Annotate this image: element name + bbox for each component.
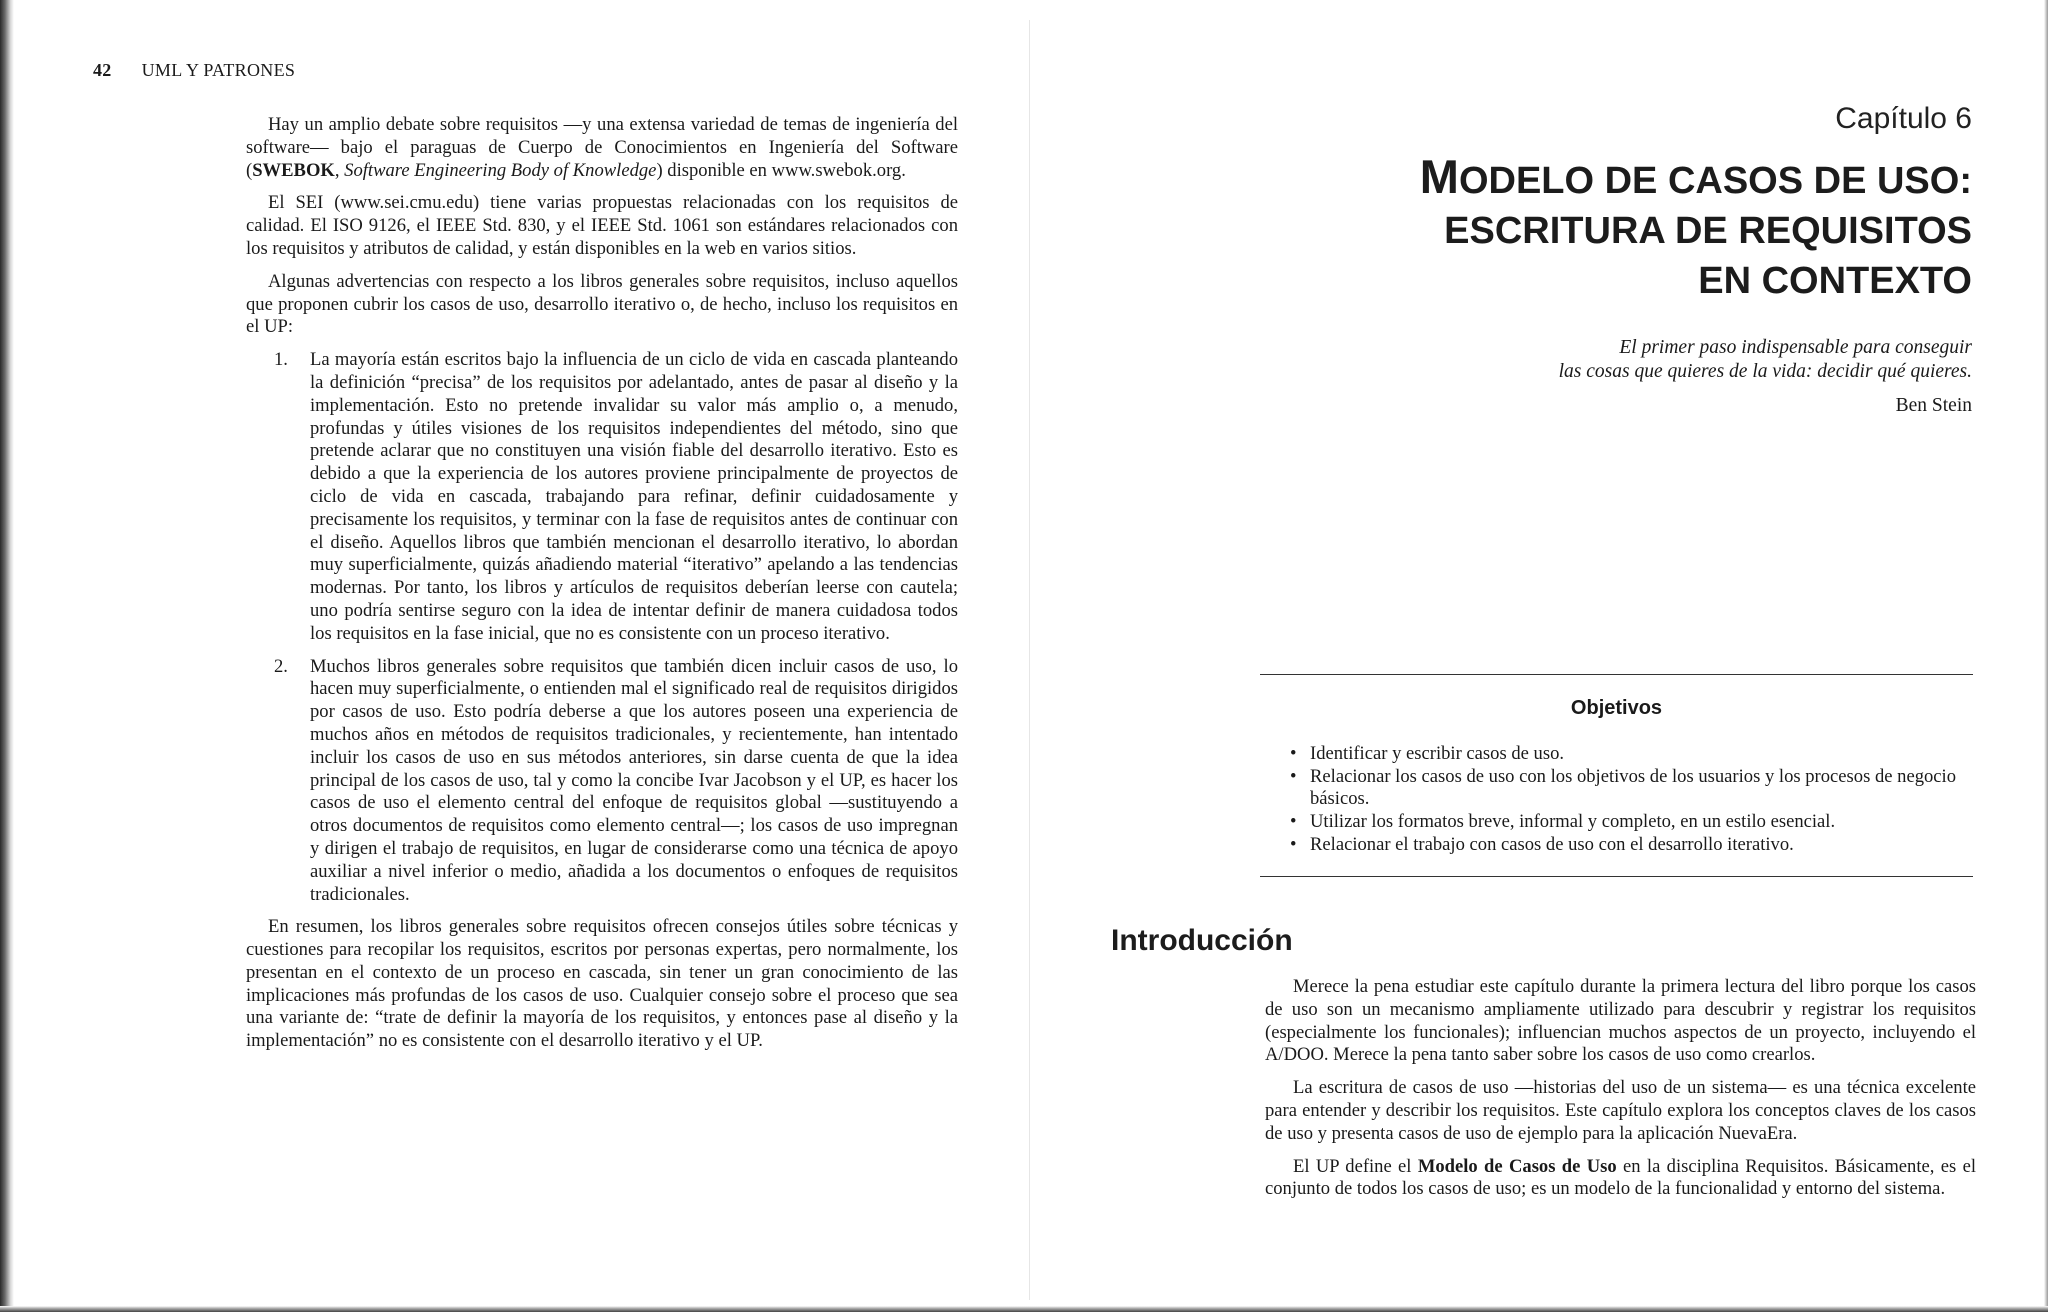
paragraph: [246, 114, 958, 182]
objective-text: Utilizar los formatos breve, informal y completo, en un estilo esencial.: [1310, 811, 1836, 832]
epigraph: [1559, 336, 1972, 418]
paragraph-text: El UP define el: [1293, 1155, 1418, 1177]
bullet-icon: •: [1290, 766, 1297, 787]
chapter-title-line-3: EN CONTEXTO: [1698, 260, 1972, 302]
epigraph-author: Ben Stein: [1895, 395, 1972, 416]
list-number: 1.: [274, 349, 288, 371]
left-page-body: [246, 114, 958, 1063]
running-head-title: UML Y PATRONES: [141, 60, 296, 80]
bold-term: Modelo de Casos de Uso: [1417, 1155, 1617, 1177]
objectives-rule-top: [1260, 674, 1973, 675]
page-number: 42: [93, 60, 112, 80]
list-item: [246, 349, 958, 645]
paragraph-text: en la disciplina Requisitos. Básicamente, es el conjunto de todos los casos de uso; es un modelo de la funcionalidad y entorno del sistema.: [1265, 1155, 1976, 1200]
epigraph-line: El primer paso indispensable para conseguir: [1619, 337, 1972, 358]
chapter-title-line-1: [1420, 152, 1972, 206]
scan-edge-left: [0, 0, 14, 1312]
paragraph: La escritura de casos de uso —historias del uso de un sistema— es una técnica excelente para entender y describir los requisitos. Este capítulo explora los conceptos claves de los casos de uso y presenta casos de uso de ejemplo para la aplicación NuevaEra.: [1265, 1077, 1976, 1144]
paragraph: El SEI (www.sei.cmu.edu) tiene varias propuestas relacionadas con los requisitos de calidad. El ISO 9126, el IEEE Std. 830, y el IEEE Std. 1061 son estándares relacionados con los requisitos y atributos de calidad, y están disponibles en la web en varios sitios.: [246, 192, 958, 259]
title-text: ODELO DE CASOS DE USO:: [1458, 160, 1972, 202]
page-gutter: [1029, 20, 1030, 1300]
bullet-icon: •: [1290, 743, 1297, 764]
paragraph: Merece la pena estudiar este capítulo durante la primera lectura del libro porque los casos de uso son un mecanismo ampliamente utilizado para descubrir y registrar los requisitos (especialmente los funcionales); influencian muchos aspectos de un proyecto, incluyendo el A/DOO. Merece la pena tanto saber sobre los casos de uso como crearlos.: [1265, 976, 1976, 1066]
paragraph: Algunas advertencias con respecto a los libros generales sobre requisitos, incluso aquellos que proponen cubrir los casos de uso, desarrollo iterativo o, de hecho, incluso los requisitos en el UP:: [246, 270, 958, 338]
bullet-icon: •: [1290, 834, 1297, 855]
objectives-rule-bottom: [1260, 876, 1973, 877]
objective-item: [1290, 834, 1970, 856]
italic-term: Software Engineering Body of Knowledge: [344, 159, 657, 181]
section-heading: Introducción: [1111, 924, 1293, 957]
paragraph-text: Hay un amplio debate sobre requisitos —y una extensa variedad de temas de ingeniería del software— bajo el paraguas de Cuerpo de Conocimientos en Ingeniería del Software (: [246, 114, 958, 181]
objective-item: [1290, 743, 1970, 765]
objective-text: Relacionar el trabajo con casos de uso con el desarrollo iterativo.: [1310, 834, 1794, 855]
chapter-title-line-2: ESCRITURA DE REQUISITOS: [1444, 210, 1972, 252]
introduction-body: [1265, 976, 1976, 1211]
objective-item: [1290, 766, 1970, 810]
list-item-text: La mayoría están escritos bajo la influencia de un ciclo de vida en cascada planteando la definición “precisa” de los requisitos por adelantado, antes de pasar al diseño y la implementación. Esto no pretende invalidar su valor más amplio o, a menudo, profundas y útiles visiones de los requisitos independientes del método, sino que pretende aclarar que no constituyen una visión fiable del desarrollo iterativo. Esto es debido a que la experiencia de los autores proviene principalmente de proyectos de ciclo de vida en cascada, trabajando para refinar, definir cuidadosamente y precisamente los requisitos, y terminar con la fase de requisitos antes de continuar con el diseño. Aquellos libros que también mencionan el desarrollo iterativo, lo abordan muy superficialmente, quizás añadiendo material “iterativo” apelando a las tendencias modernas. Por tanto, los libros y artículos de requisitos deberían leerse con cautela; uno podría sentirse seguro con la idea de intentar definir de manera cuidadosa todos los requisitos en la fase inicial, que no es consistente con un proceso iterativo.: [310, 349, 958, 644]
paragraph-text: ,: [334, 159, 345, 181]
objective-text: Identificar y escribir casos de uso.: [1310, 743, 1565, 764]
objectives-title: Objetivos: [1570, 697, 1663, 719]
chapter-title: [1420, 152, 1972, 306]
epigraph-line: las cosas que quieres de la vida: decidir qué quieres.: [1558, 361, 1972, 382]
objectives-list: [1290, 743, 1970, 857]
list-number: 2.: [274, 655, 288, 677]
bullet-icon: •: [1290, 811, 1297, 832]
running-head: [93, 60, 295, 81]
paragraph-text: ) disponible en www.swebok.org.: [656, 159, 906, 181]
chapter-label: Capítulo 6: [1835, 102, 1972, 135]
paragraph: En resumen, los libros generales sobre requisitos ofrecen consejos útiles sobre técnicas y cuestiones para recopilar los requisitos, escritos por personas expertas, pero normalmente, los presentan en el contexto de un proceso en cascada, sin tener un gran conocimiento de las implicaciones más profundas de los casos de uso. Cualquier consejo sobre el proceso que sea una variante de: “trate de definir la mayoría de los requisitos, y entonces pase al diseño y la implementación” no es consistente con el desarrollo iterativo y el UP.: [246, 916, 958, 1052]
objective-item: [1290, 811, 1970, 833]
list-item: [246, 656, 958, 907]
scan-edge-bottom: [0, 1306, 2048, 1312]
numbered-list: [246, 349, 958, 906]
scan-edge-right: [2044, 0, 2048, 1312]
drop-cap: M: [1419, 150, 1459, 203]
list-item-text: Muchos libros generales sobre requisitos que también dicen incluir casos de uso, lo hacen muy superficialmente, o entienden mal el significado real de requisitos dirigidos por casos de uso. Esto podría deberse a que los autores poseen una experiencia de muchos años en métodos de requisitos tradicionales, y recientemente, han intentado incluir los casos de uso en sus métodos anteriores, sin darse cuenta de que la idea principal de los casos de uso, tal y como la concibe Ivar Jacobson y el UP, es hacer los casos de uso el elemento central del enfoque de requisitos global —sustituyendo a otros documentos de requisitos como elemento central—; los casos de uso impregnan y dirigen el trabajo de requisitos, en lugar de considerarse como una técnica de apoyo auxiliar a nivel inferior o medio, añadida a los documentos o enfoques de requisitos tradicionales.: [310, 655, 958, 905]
objective-text: Relacionar los casos de uso con los objetivos de los usuarios y los procesos de negocio básicos.: [1310, 766, 1957, 809]
paragraph: [1265, 1156, 1976, 1202]
bold-term: SWEBOK: [252, 159, 335, 181]
